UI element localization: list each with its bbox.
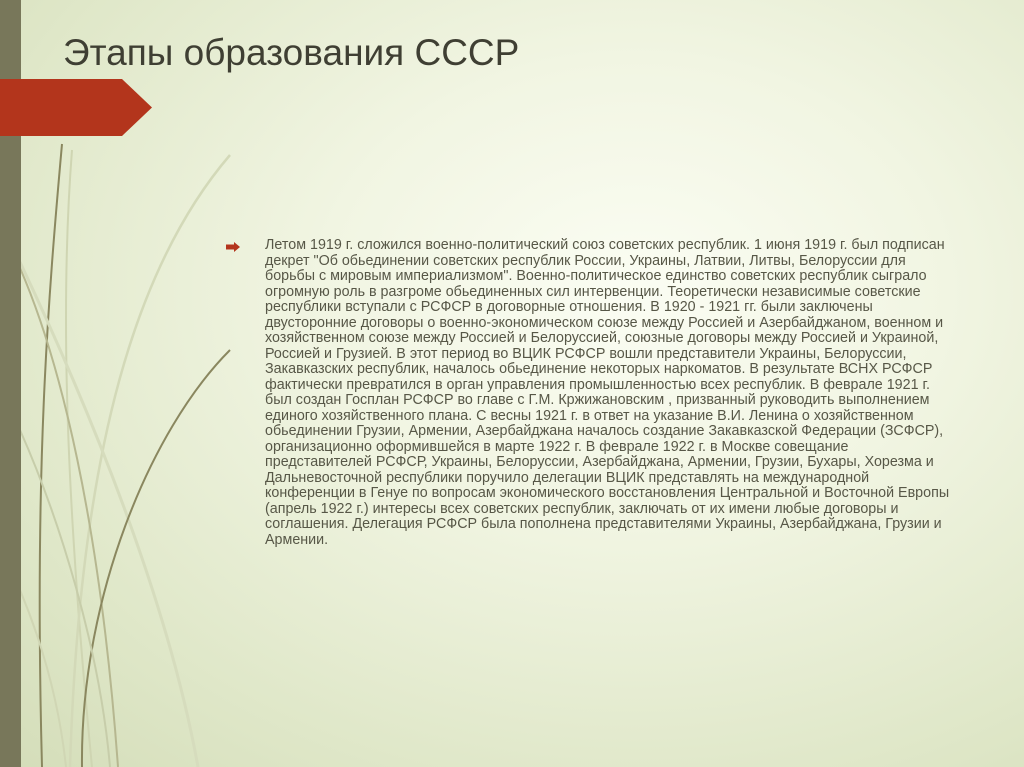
slide-title: Этапы образования СССР [63, 32, 520, 73]
title-flag-shape [0, 79, 152, 136]
arrow-bullet-icon [226, 242, 240, 252]
body-paragraph: Летом 1919 г. сложился военно-политический союз советских республик. 1 июня 1919 г. был подписан декрет "Об обьединении советских республик России, Украины, Латвии, Литвы, Белоруссии для борьбы с мировым империализмом". Военно-политическое единство советских республик сыграло огромную роль в разгроме обьединенных сил интервенции. Теоретически независимые советские республики вступали с РСФСР в договорные отношения. В 1920 - 1921 гг. были заключены двусторонние договоры о военно-экономическом союзе между Россией и Азербайджаном, военном и хозяйственном союзе между Россией и Белоруссией, союзные договоры между Россией и Украиной, Россией и Грузией. В этот период во ВЦИК РСФСР вошли представители Украины, Белоруссии, Закавказских республик, началось обьединение некоторых наркоматов. В результате ВСНХ РСФСР фактически превратился в орган управления промышленностью всех республик. В феврале 1921 г. был создан Госплан РСФСР во главе с Г.М. Кржижановским , призванный руководить выполнением единого хозяйственного плана. С весны 1921 г. в ответ на указание В.И. Ленина о хозяйственном обьединении Грузии, Армении, Азербайджана началось создание Закавказской Федерации (ЗСФСР), организационно оформившейся в марте 1922 г. В феврале 1922 г. в Москве совещание представителей РСФСР, Украины, Белоруссии, Азербайджана, Армении, Грузии, Бухары, Хорезма и Дальневосточной республики поручило делегации ВЦИК представлять на международной конференции в Генуе по вопросам экономического восстановления Центральной и Восточной Европы (апрель 1922 г.) интересы всех советских республик, заключать от их имени любые договоры и соглашения. Делегация РСФСР была пополнена представителями Украины, Азербайджана, Грузии и Армении. [265, 237, 950, 548]
